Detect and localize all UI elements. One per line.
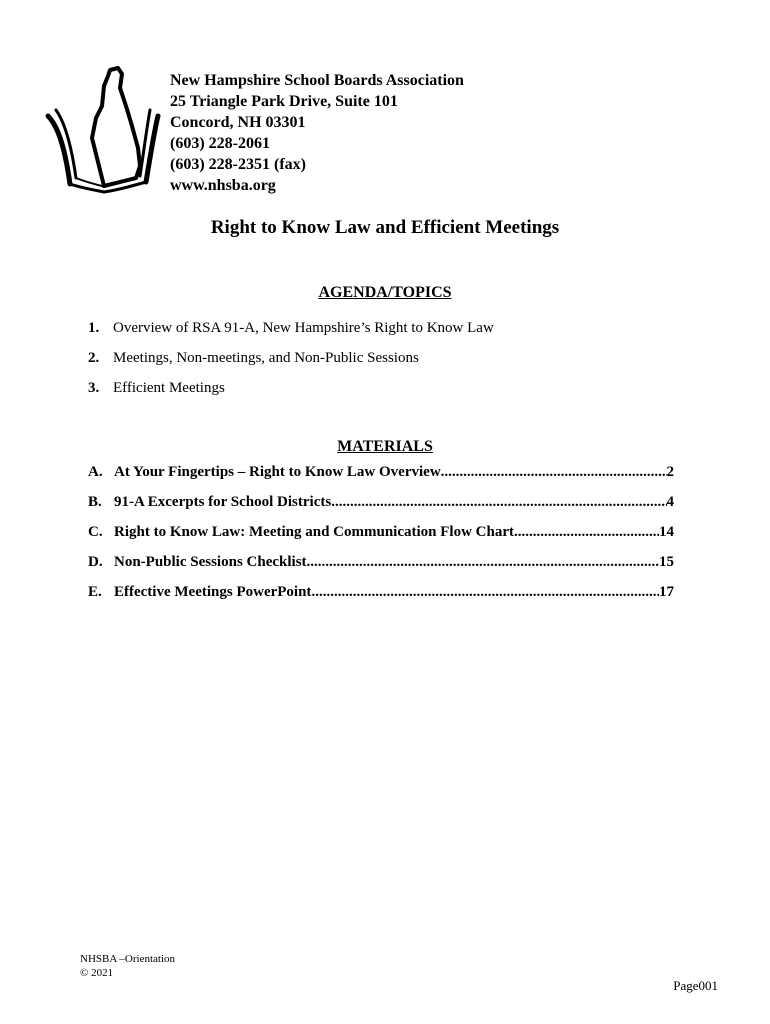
materials-item-letter: B.	[88, 494, 102, 510]
document-title: Right to Know Law and Efficient Meetings	[210, 217, 560, 238]
org-address-line-1: 25 Triangle Park Drive, Suite 101	[170, 93, 398, 110]
materials-item-text: Right to Know Law: Meeting and Communication Flow Chart	[114, 524, 514, 540]
materials-item-text: Non-Public Sessions Checklist	[114, 554, 307, 570]
materials-item-letter: A.	[88, 464, 103, 480]
materials-item	[88, 464, 674, 494]
footer-line-1: NHSBA –Orientation	[80, 953, 176, 965]
materials-item-page: 2	[666, 464, 674, 480]
agenda-item-text: Overview of RSA 91-A, New Hampshire’s Right to Know Law	[113, 320, 494, 336]
agenda-item-text: Meetings, Non-meetings, and Non-Public Sessions	[113, 350, 419, 366]
agenda-item-number: 3.	[88, 380, 100, 396]
materials-item-page: 15	[659, 554, 674, 570]
materials-item	[88, 584, 674, 614]
materials-item-text: 91-A Excerpts for School Districts	[114, 494, 332, 510]
materials-item-page: 17	[659, 584, 674, 600]
footer-note	[80, 952, 175, 980]
materials-item-page: 4	[666, 494, 674, 510]
dot-leader	[311, 584, 659, 601]
materials-heading: MATERIALS	[337, 438, 433, 455]
org-address-block	[170, 70, 464, 196]
agenda-heading: AGENDA/TOPICS	[318, 284, 452, 301]
agenda-list	[88, 320, 494, 410]
materials-item-text: At Your Fingertips – Right to Know Law Overview	[114, 464, 441, 480]
nh-state-book-logo-icon	[42, 66, 166, 196]
agenda-item-number: 1.	[88, 320, 100, 336]
materials-item	[88, 494, 674, 524]
materials-list	[88, 464, 674, 614]
org-website: www.nhsba.org	[170, 177, 276, 194]
materials-item	[88, 524, 674, 554]
materials-item	[88, 554, 674, 584]
materials-item-letter: E.	[88, 584, 102, 600]
agenda-item	[88, 350, 494, 380]
footer-line-2: © 2021	[80, 967, 114, 979]
dot-leader	[514, 524, 659, 541]
org-fax: (603) 228-2351 (fax)	[170, 156, 306, 173]
agenda-item-number: 2.	[88, 350, 100, 366]
agenda-item-text: Efficient Meetings	[113, 380, 225, 396]
materials-item-text: Effective Meetings PowerPoint	[114, 584, 312, 600]
agenda-item	[88, 320, 494, 350]
dot-leader	[331, 494, 666, 511]
dot-leader	[441, 464, 667, 481]
materials-item-page: 14	[659, 524, 674, 540]
agenda-item	[88, 380, 494, 410]
materials-item-letter: C.	[88, 524, 103, 540]
materials-item-letter: D.	[88, 554, 103, 570]
org-name: New Hampshire School Boards Association	[170, 72, 464, 89]
org-address-line-2: Concord, NH 03301	[170, 114, 306, 131]
page-number: Page001	[673, 978, 718, 993]
org-phone: (603) 228-2061	[170, 135, 270, 152]
dot-leader	[307, 554, 659, 571]
